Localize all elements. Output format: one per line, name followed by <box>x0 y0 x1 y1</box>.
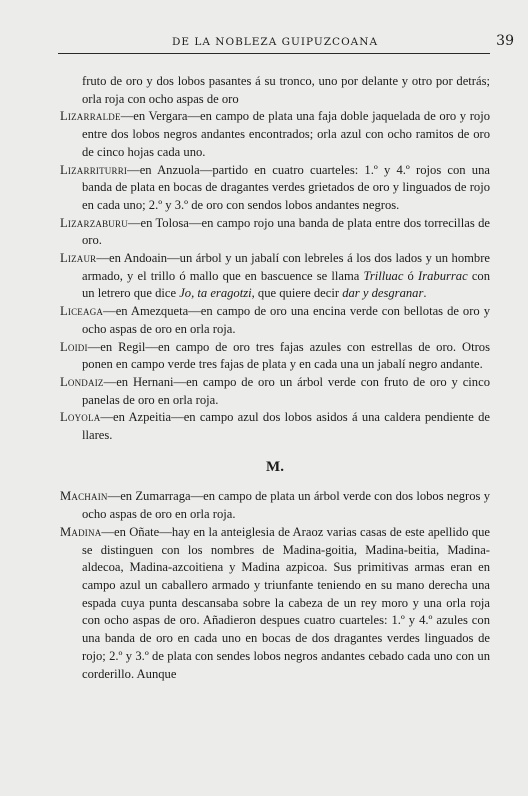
entry-surname: Londaiz <box>60 374 104 389</box>
entry-surname: Madina <box>60 524 102 539</box>
entry-loyola: Loyola—en Azpeitia—en campo azul dos lobos asidos á una caldera pendiente de llares. <box>60 410 490 443</box>
running-title: DE LA NOBLEZA GUIPUZCOANA <box>171 36 379 48</box>
header-rule <box>58 53 490 54</box>
entry-lizarzaburu: Lizarzaburu—en Tolosa—en campo rojo una banda de plata entre dos torrecillas de oro. <box>60 215 490 248</box>
section-letter: M. <box>266 458 284 475</box>
page-body <box>60 73 490 683</box>
entry-liceaga: Liceaga—en Amezqueta—en campo de oro una encina verde con bellotas de oro y ocho aspas de oro en orla roja. <box>60 304 490 336</box>
entry-lizarralde: Lizarralde—en Vergara—en campo de plata una faja doble jaquelada de oro y rojo entre dos lobos negros andantes encontrados; orla azul con ocho ramitos de oro de cinco hojas cada uno. <box>60 109 490 159</box>
entry-surname: Lizarzaburu <box>60 215 128 230</box>
page-number: 39 <box>496 33 514 49</box>
entry-surname: Lizarralde <box>60 109 121 124</box>
entry-lizarriturri: Lizarriturri—en Anzuola—partido en cuatro cuarteles: 1.º y 4.º rojos con una banda de plata en bocas de dragantes verdes grietados de oro y linguados de rojo en cada uno; 2.º y 3.º de oro con sendos lobos andantes negros. <box>60 162 490 212</box>
entry-loidi: Loidi—en Regil—en campo de oro tres fajas azules con estrellas de oro. Otros ponen en campo verde tres fajas de plata y en cada una un jabalí negro andante. <box>60 339 490 372</box>
entry-madina: Madina—en Oñate—hay en la anteiglesia de Araoz varias casas de este apellido que se distinguen con los nombres de Madina-goitia, Madina-beitia, Madina-aldecoa, Madina-azcoitiena y Madina azpicoa. Sus primitivas armas eran en campo azul un caballero armado y triunfante teniendo en su mano derecha una espada cuya punta descansaba sobre la cabeza de un rey moro y una orla roja con ocho aspas de oro. Añadieron despues cuatro cuarteles: 1.º y 4.º azules con una banda de oro en cada uno en bocas de dos dragantes verdes linguados de rojo; 2.º y 3.º de plata con sendes lobos negros andantes cebado cada uno con un corderillo. Aunque <box>60 524 490 681</box>
entry-surname: Liceaga <box>60 304 104 319</box>
entry-lizaur: Lizaur—en Andoain—un árbol y un jabalí con lebreles á los dos lados y un hombre armado, y el trillo ó mallo que en bascuence se llama Trilluac ó Iraburrac con un letrero que dice Jo, ta eragotzi, que quiere decir dar y desgranar. <box>60 251 491 301</box>
entry-machain: Machain—en Zumarraga—en campo de plata un árbol verde con dos lobos negros y ocho aspas de oro en orla roja. <box>60 489 490 522</box>
entry-surname: Loidi <box>60 339 88 354</box>
entry-surname: Lizarriturri <box>60 162 128 177</box>
entry-surname: Lizaur <box>60 251 97 266</box>
entry-londaiz: Londaiz—en Hernani—en campo de oro un árbol verde con fruto de oro y cinco panelas de oro en orla roja. <box>60 374 490 407</box>
entry-surname: Machain <box>60 489 108 504</box>
entry-surname: Loyola <box>60 410 101 425</box>
entry-continuation: fruto de oro y dos lobos pasantes á su tronco, uno por delante y otro por detrás; orla roja con ocho aspas de oro <box>82 74 490 106</box>
